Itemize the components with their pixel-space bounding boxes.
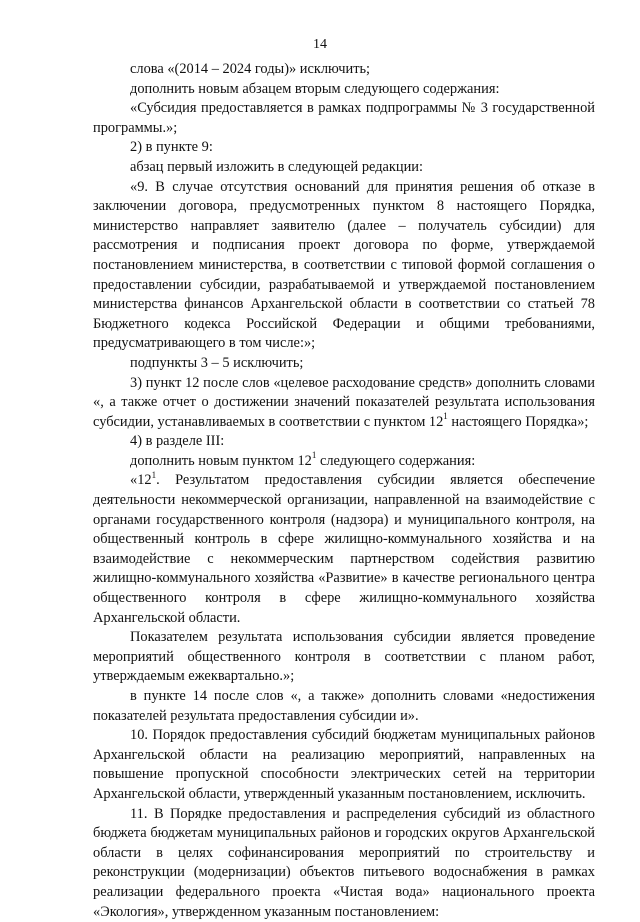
paragraph: 10. Порядок предоставления субсидий бюджетам муниципальных районов Архангельской области на реализацию мероприятий, направленных на повышение пропускной способности электрических сетей на территории Архангельской области, утвержденный указанным постановлением, исключить.: [93, 727, 595, 802]
superscript: 1: [443, 410, 448, 421]
paragraph: Показателем результата использования субсидии является проведение мероприятий общественного контроля в соответствии с планом работ, утверждаемым ежеквартально.»;: [93, 629, 595, 685]
paragraph: подпункты 3 – 5 исключить;: [130, 354, 304, 371]
page-number: 14: [313, 37, 327, 52]
text-span: 3) пункт 12 после слов «целевое расходование средств» дополнить словами «, а также отчет о достижении значений показателей результата использования субсидии, устанавливаемых в соответствии с пунктом 12: [93, 374, 595, 430]
paragraph: [93, 452, 595, 472]
paragraph: 11. В Порядке предоставления и распределения субсидий из областного бюджета бюджетам муниципальных районов и городских округов Архангельской области в целях софинансирования мероприятий по строительству и реконструкции (модернизации) объектов питьевого водоснабжения в рамках реализации федерального проекта «Чистая вода» национального проекта «Экология», утвержденном указанным постановлением:: [93, 805, 595, 920]
superscript: 1: [151, 469, 157, 480]
text-span: настоящего Порядка»;: [447, 413, 589, 430]
superscript: 1: [311, 450, 317, 461]
paragraph: в пункте 14 после слов «, а также» дополнить словами «недостижения показателей результата предоставления субсидии и».: [93, 688, 595, 724]
paragraph: абзац первый изложить в следующей редакции:: [130, 158, 424, 175]
text-span: дополнить новым пунктом 12: [130, 452, 312, 469]
paragraph: слова «(2014 – 2024 годы)» исключить;: [130, 61, 371, 77]
text-span: «12: [130, 472, 152, 489]
text-span: . Результатом предоставления субсидии является обеспечение деятельности некоммерческой организации, направленной на взаимодействие с органами государственного контроля (надзора) и муниципального контроля, на общественный контроль в сфере жилищно-коммунального хозяйства и на взаимодействие с некоммерческим партнерством содействия развитию жилищно-коммунального хозяйства «Развитие» в качестве регионального центра общественного контроля в сфере жилищно-коммунального хозяйства Архангельской области.: [93, 472, 595, 626]
paragraph: «Субсидия предоставляется в рамках подпрограммы № 3 государственной программы.»;: [93, 100, 595, 136]
list-item-heading: 2) в пункте 9:: [130, 139, 213, 156]
text-span: следующего содержания:: [316, 452, 476, 469]
list-item-heading: 4) в разделе III:: [130, 433, 225, 450]
paragraph: дополнить новым абзацем вторым следующего содержания:: [130, 80, 500, 97]
document-body: [93, 60, 595, 922]
paragraph: «9. В случае отсутствия оснований для принятия решения об отказе в заключении договора, предусмотренных пунктом 8 настоящего Порядка, министерство направляет заявителю (далее – получатель субсидии) для рассмотрения и подписания проект договора по форме, утверждаемой постановлением министерства, в соответствии с типовой формой соглашения о предоставлении субсидии, разрабатываемой и утверждаемой постановлением министерства финансов Архангельской области в соответствии со статьей 78 Бюджетного кодекса Российской Федерации и общими требованиями, предусматривающего в том числе:»;: [93, 178, 595, 352]
paragraph: [93, 471, 595, 628]
paragraph: [93, 374, 595, 433]
